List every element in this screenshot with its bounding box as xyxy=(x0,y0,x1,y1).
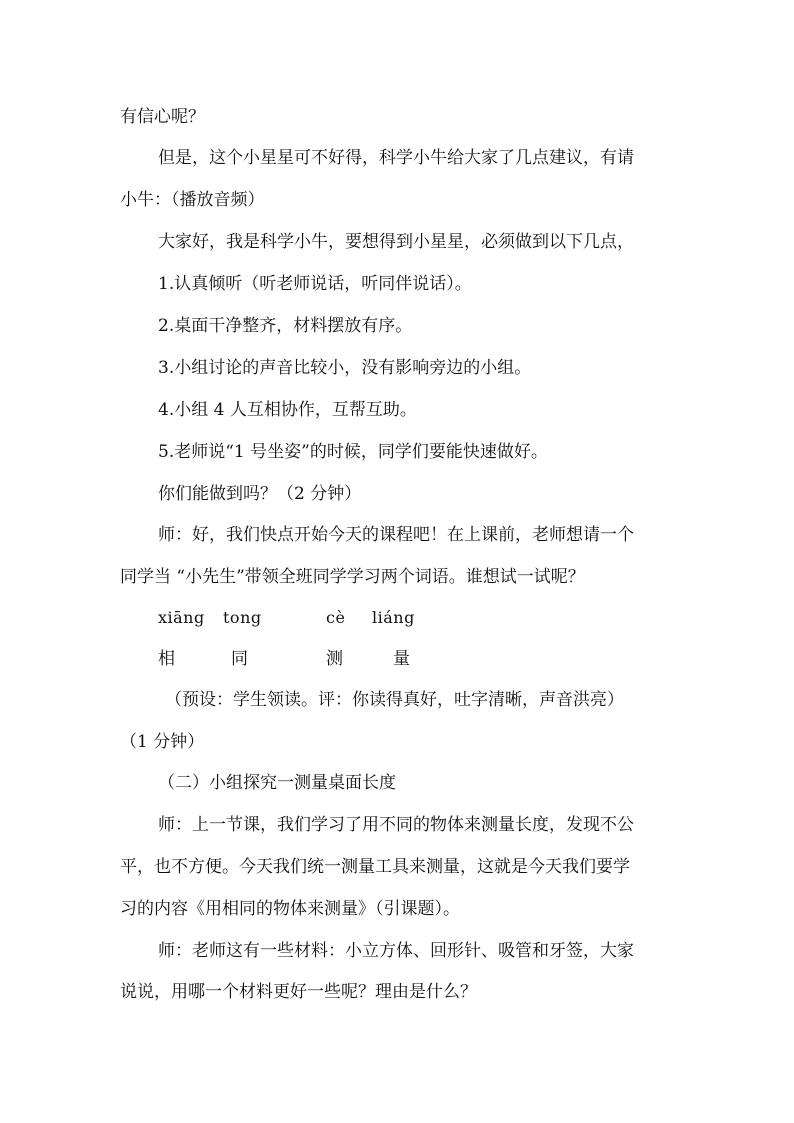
paragraph-line: （预设：学生领读。评：你读得真好，吐字清晰，声音洪亮） xyxy=(165,690,624,710)
hanzi-xiang: 相 xyxy=(158,649,175,669)
paragraph-line: 大家好，我是科学小牛，要想得到小星星，必须做到以下几点， xyxy=(158,232,634,252)
list-item: 5.老师说“1 号坐姿”的时候，同学们要能快速做好。 xyxy=(158,442,548,462)
pinyin-xiang: xiāng xyxy=(158,608,205,627)
paragraph-line: （1 分钟） xyxy=(120,732,205,752)
hanzi-ce: 测 xyxy=(326,649,343,669)
pinyin-liang: liáng xyxy=(372,608,415,627)
paragraph-line: 同学当 “小先生”带领全班同学学习两个词语。谁想试一试呢？ xyxy=(120,567,585,587)
paragraph-line: 习的内容《用相同的物体来测量》（引课题）。 xyxy=(120,899,460,919)
hanzi-liang: 量 xyxy=(393,649,410,669)
list-item: 4.小组 4 人互相协作，互帮互助。 xyxy=(158,400,417,420)
paragraph-line: 师：上一节课，我们学习了用不同的物体来测量长度，发现不公 xyxy=(158,815,634,835)
paragraph-line: 师：好，我们快点开始今天的课程吧！在上课前，老师想请一个 xyxy=(158,525,634,545)
paragraph-line: 但是，这个小星星可不好得，科学小牛给大家了几点建议，有请 xyxy=(158,148,634,168)
paragraph-line: 你们能做到吗？（2 分钟） xyxy=(158,484,362,504)
paragraph-line: 平，也不方便。今天我们统一测量工具来测量，这就是今天我们要学 xyxy=(120,857,630,877)
list-item: 1.认真倾听（听老师说话，听同伴说话）。 xyxy=(158,274,472,294)
list-item: 3.小组讨论的声音比较小，没有影响旁边的小组。 xyxy=(158,358,532,378)
paragraph-line: 小牛：（播放音频） xyxy=(120,190,265,210)
paragraph-line: 有信心呢？ xyxy=(120,107,205,127)
pinyin-ce: cè xyxy=(326,608,346,627)
list-item: 2.桌面干净整齐，材料摆放有序。 xyxy=(158,316,413,336)
section-heading: （二）小组探究一测量桌面长度 xyxy=(158,773,396,793)
hanzi-tong: 同 xyxy=(231,649,248,669)
pinyin-tong: tong xyxy=(223,608,262,627)
paragraph-line: 师：老师这有一些材料：小立方体、回形针、吸管和牙签，大家 xyxy=(158,941,634,961)
paragraph-line: 说说，用哪一个材料更好一些呢？理由是什么？ xyxy=(120,982,477,1002)
